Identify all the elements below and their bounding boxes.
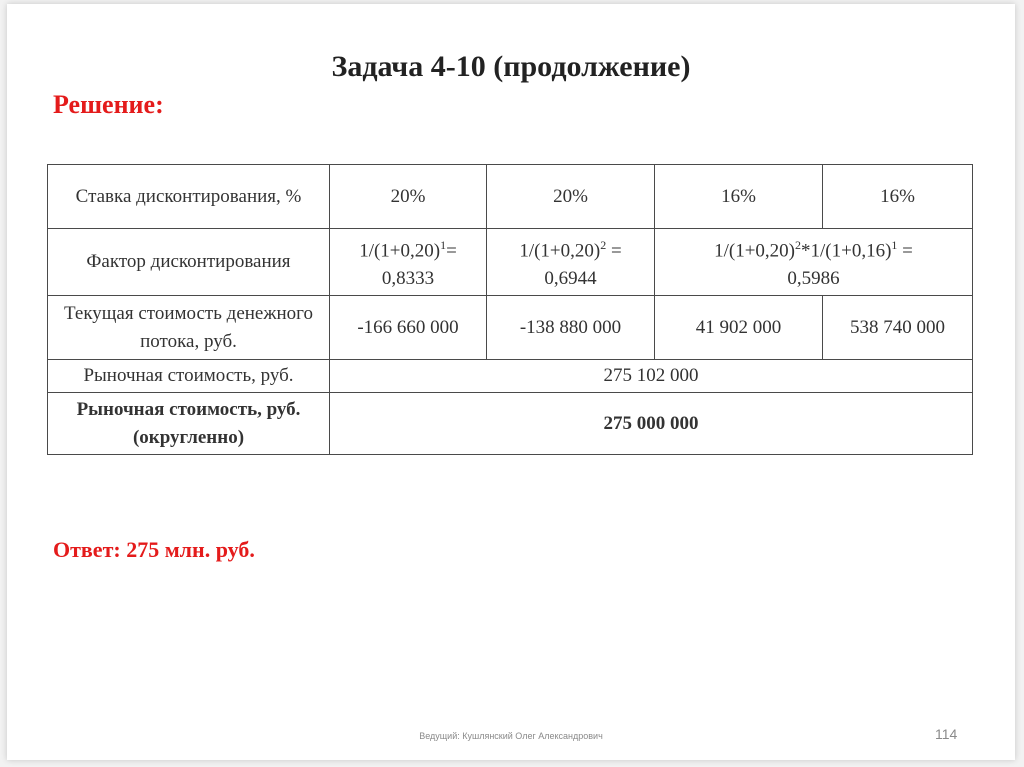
factor-value: 0,8333 bbox=[381, 268, 435, 290]
page-number: 114 bbox=[935, 726, 958, 742]
formula-text: 1/(1+0,20) bbox=[519, 240, 601, 262]
factor-value: 0,5986 bbox=[787, 268, 840, 290]
discount-factor-label: Фактор дисконтирования bbox=[48, 229, 330, 296]
discount-factor-cell bbox=[487, 229, 655, 296]
table-row-market-value bbox=[48, 360, 973, 393]
table-row-market-value-rounded bbox=[48, 393, 973, 455]
formula-text: = bbox=[897, 240, 913, 262]
calculation-table bbox=[47, 164, 973, 455]
table-row-discount-rate bbox=[48, 165, 973, 229]
formula-text: 1/(1+0,20) bbox=[359, 240, 441, 262]
answer-text: Ответ: 275 млн. руб. bbox=[53, 537, 255, 562]
formula-text: = bbox=[446, 240, 457, 262]
slide-title: Задача 4-10 (продолжение) bbox=[331, 50, 691, 83]
discount-rate-cell: 20% bbox=[330, 165, 487, 229]
market-value-cell: 275 102 000 bbox=[330, 360, 973, 393]
present-value-cell: -138 880 000 bbox=[487, 296, 655, 360]
discount-rate-cell: 20% bbox=[487, 165, 655, 229]
formula-text: 1/(1+0,20) bbox=[714, 240, 796, 262]
solution-label: Решение: bbox=[53, 90, 164, 119]
footer-presenter: Ведущий: Кушлянский Олег Александрович bbox=[419, 731, 603, 741]
discount-factor-cell bbox=[655, 229, 973, 296]
factor-value: 0,6944 bbox=[544, 268, 597, 290]
present-value-cell: -166 660 000 bbox=[330, 296, 487, 360]
present-value-label: Текущая стоимость денежного потока, руб. bbox=[48, 296, 330, 360]
formula-exponent: 1 bbox=[891, 238, 898, 252]
slide bbox=[7, 4, 1015, 760]
market-value-rounded-cell: 275 000 000 bbox=[330, 393, 973, 455]
formula-exponent: 2 bbox=[795, 238, 802, 252]
present-value-cell: 538 740 000 bbox=[823, 296, 973, 360]
formula-text: *1/(1+0,16) bbox=[801, 240, 892, 262]
discount-rate-cell: 16% bbox=[655, 165, 823, 229]
discount-rate-label: Ставка дисконтирования, % bbox=[48, 165, 330, 229]
table-row-discount-factor bbox=[48, 229, 973, 296]
formula-text: = bbox=[606, 240, 622, 262]
discount-factor-cell bbox=[330, 229, 487, 296]
discount-rate-cell: 16% bbox=[823, 165, 973, 229]
formula-exponent: 2 bbox=[600, 238, 607, 252]
market-value-rounded-label: Рыночная стоимость, руб. (округленно) bbox=[48, 393, 330, 455]
market-value-label: Рыночная стоимость, руб. bbox=[48, 360, 330, 393]
present-value-cell: 41 902 000 bbox=[655, 296, 823, 360]
table-row-present-value bbox=[48, 296, 973, 360]
formula-exponent: 1 bbox=[440, 238, 447, 252]
